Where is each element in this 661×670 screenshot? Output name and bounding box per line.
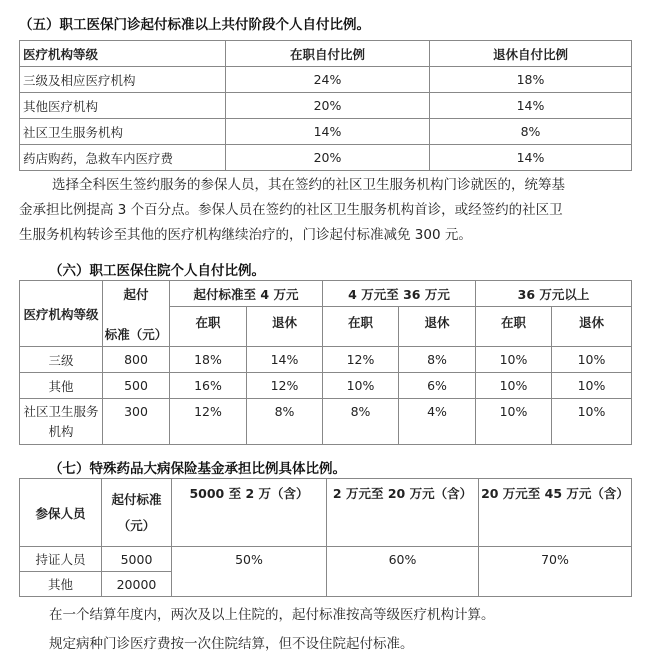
column-header-retired: 退休自付比例: [430, 41, 632, 67]
section7-heading: （七）特殊药品大病保险基金承担比例具体比例。: [49, 461, 346, 477]
paragraph-line: 选择全科医生签约服务的参保人员，其在签约的社区卫生服务机构门诊就医的，统筹基: [52, 177, 565, 193]
table-cell: 12%: [323, 347, 399, 373]
column-header-active: 在职: [476, 307, 552, 347]
paragraph-line: 生服务机构转诊至其他的医疗机构继续治疗的，门诊起付标准减免 300 元。: [19, 227, 472, 243]
table-cell: 8%: [247, 399, 323, 445]
column-header-active: 在职: [170, 307, 247, 347]
table-cell: 20%: [226, 93, 430, 119]
table-cell: 8%: [323, 399, 399, 445]
table-cell: 70%: [479, 547, 632, 597]
table-cell: 8%: [399, 347, 476, 373]
table-cell: 社区卫生服务机构: [20, 119, 226, 145]
table-cell: 14%: [247, 347, 323, 373]
column-header-range-3: 20 万元至 45 万元（含）: [479, 479, 632, 547]
table-cell: 其他: [20, 373, 103, 399]
column-header-range-1: 起付标准至 4 万元: [170, 281, 323, 307]
table-header-row: [20, 41, 632, 67]
table-cell: 其他医疗机构: [20, 93, 226, 119]
table-cell: 14%: [430, 93, 632, 119]
outpatient-copay-table: [19, 40, 632, 171]
table-row: [20, 145, 632, 171]
table-cell: 60%: [327, 547, 479, 597]
section5-heading: （五）职工医保门诊起付标准以上共付阶段个人自付比例。: [19, 17, 370, 33]
threshold-header-top: 起付: [123, 287, 149, 302]
table-cell: 20000: [102, 572, 172, 597]
column-header-retired: 退休: [399, 307, 476, 347]
column-header-active: 在职: [323, 307, 399, 347]
column-header-active: 在职自付比例: [226, 41, 430, 67]
footer-notes: [49, 603, 639, 657]
table-cell: 社区卫生服务机构: [20, 399, 103, 445]
table-row: [20, 547, 632, 572]
column-header-range-2: 4 万元至 36 万元: [323, 281, 476, 307]
table-cell: 10%: [476, 347, 552, 373]
column-header-retired: 退休: [552, 307, 632, 347]
table-cell: 300: [103, 399, 170, 445]
table-cell: 药店购药，急救车内医疗费: [20, 145, 226, 171]
section5-paragraph: [19, 173, 639, 248]
column-header-threshold: [103, 281, 170, 347]
column-header-range-1: 5000 至 2 万（含）: [172, 479, 327, 547]
table-cell: 8%: [430, 119, 632, 145]
inpatient-copay-table: [19, 280, 632, 445]
table-cell: 10%: [552, 347, 632, 373]
table-header-row: [20, 479, 632, 547]
table-cell: 6%: [399, 373, 476, 399]
column-header-level: 医疗机构等级: [20, 281, 103, 347]
table-cell: 持证人员: [20, 547, 102, 572]
table-header-row: [20, 281, 632, 307]
table-cell: 10%: [476, 373, 552, 399]
table-cell: 14%: [430, 145, 632, 171]
footer-line: 规定病种门诊医疗费按一次住院结算，但不设住院起付标准。: [49, 636, 414, 652]
table-cell: 500: [103, 373, 170, 399]
table-cell: 三级及相应医疗机构: [20, 67, 226, 93]
column-header-threshold: 起付标准（元）: [102, 479, 172, 547]
table-cell: 18%: [170, 347, 247, 373]
table-row: [20, 373, 632, 399]
section6-heading: （六）职工医保住院个人自付比例。: [49, 263, 265, 279]
table-cell: 50%: [172, 547, 327, 597]
table-cell: 20%: [226, 145, 430, 171]
column-header-retired: 退休: [247, 307, 323, 347]
table-row: [20, 119, 632, 145]
table-cell: 10%: [552, 373, 632, 399]
table-cell: 12%: [170, 399, 247, 445]
column-header-range-2: 2 万元至 20 万元（含）: [327, 479, 479, 547]
table-row: [20, 347, 632, 373]
table-cell: 14%: [226, 119, 430, 145]
table-row: [20, 399, 632, 445]
column-header-level: 医疗机构等级: [20, 41, 226, 67]
paragraph-line: 金承担比例提高 3 个百分点。参保人员在签约的社区卫生服务机构首诊，或经签约的社区卫: [19, 202, 563, 218]
footer-line: 在一个结算年度内，两次及以上住院的，起付标准按高等级医疗机构计算。: [49, 607, 495, 623]
table-row: [20, 93, 632, 119]
table-cell: 24%: [226, 67, 430, 93]
table-cell: 三级: [20, 347, 103, 373]
table-cell: 其他: [20, 572, 102, 597]
table-cell: 12%: [247, 373, 323, 399]
table-cell: 10%: [552, 399, 632, 445]
table-cell: 5000: [102, 547, 172, 572]
table-cell: 16%: [170, 373, 247, 399]
threshold-header-bottom: 标准（元）: [104, 327, 168, 342]
column-header-person: 参保人员: [20, 479, 102, 547]
table-cell: 800: [103, 347, 170, 373]
table-cell: 18%: [430, 67, 632, 93]
table-row: [20, 67, 632, 93]
table-cell: 4%: [399, 399, 476, 445]
column-header-range-3: 36 万元以上: [476, 281, 632, 307]
table-cell: 10%: [323, 373, 399, 399]
special-drug-insurance-table: [19, 478, 632, 597]
table-cell: 10%: [476, 399, 552, 445]
